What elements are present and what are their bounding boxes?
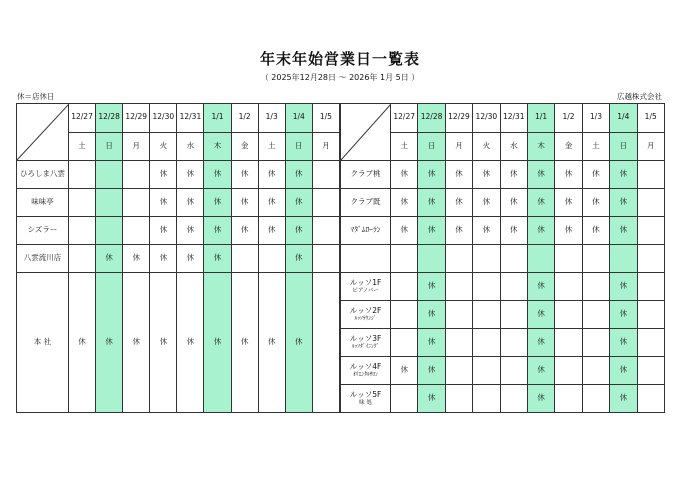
left-schedule-cell: 休 (285, 161, 312, 189)
right-schedule-cell: 休 (527, 273, 554, 301)
right-schedule-cell (582, 329, 609, 357)
right-row-name (341, 329, 391, 357)
right-row-name-sub: ピアノバー (352, 288, 379, 295)
right-row-name-sub: ｵﾘｴﾝﾀﾙｻﾛﾝ (353, 372, 378, 379)
right-schedule-cell (391, 301, 418, 329)
right-table-row (341, 161, 665, 189)
right-schedule-cell (445, 329, 472, 357)
right-schedule-cell: 休 (527, 217, 554, 245)
left-schedule-cell: 休 (231, 161, 258, 189)
left-date-cell: 12/28 (96, 104, 123, 133)
right-schedule-cell: 休 (418, 385, 445, 413)
left-schedule-cell: 休 (150, 217, 177, 245)
left-schedule-cell: 休 (258, 273, 285, 413)
right-row-name-main: ルッソ2F (349, 305, 382, 315)
right-schedule-cell (582, 273, 609, 301)
right-schedule-cell: 休 (555, 217, 582, 245)
right-schedule-cell (582, 301, 609, 329)
left-schedule-cell: 休 (258, 189, 285, 217)
right-schedule-cell (555, 273, 582, 301)
right-schedule-cell: 休 (582, 161, 609, 189)
left-schedule-cell: 休 (231, 217, 258, 245)
left-schedule-cell (312, 245, 339, 273)
left-date-cell: 1/1 (204, 104, 231, 133)
left-date-cell: 1/3 (258, 104, 285, 133)
right-schedule-cell: 休 (445, 189, 472, 217)
right-schedule-cell: 休 (418, 217, 445, 245)
right-schedule-cell (445, 273, 472, 301)
left-schedule-cell (123, 161, 150, 189)
right-row-name-main: クラブ既 (350, 197, 381, 207)
left-schedule-cell (123, 189, 150, 217)
right-row-name-sub: ﾙｯｿﾗｳﾝｼﾞ (354, 316, 377, 323)
right-schedule-cell (555, 245, 582, 273)
right-row-name-main: クラブ桃 (350, 169, 381, 179)
left-schedule-cell (69, 217, 96, 245)
right-schedule-cell: 休 (610, 161, 637, 189)
left-date-cell: 12/30 (150, 104, 177, 133)
right-schedule-cell: 休 (391, 217, 418, 245)
right-corner-diagonal (341, 104, 391, 160)
left-table-row (17, 161, 340, 189)
right-schedule-cell (637, 385, 664, 413)
right-schedule-cell (500, 245, 527, 273)
left-schedule-cell: 休 (204, 161, 231, 189)
right-schedule-cell (391, 273, 418, 301)
right-weekday-cell: 水 (500, 132, 527, 161)
right-weekday-cell: 日 (418, 132, 445, 161)
right-schedule-cell: 休 (500, 217, 527, 245)
right-schedule-cell: 休 (391, 357, 418, 385)
right-date-cell: 1/5 (637, 104, 664, 133)
left-weekday-cell: 土 (258, 132, 285, 161)
right-date-cell: 1/4 (610, 104, 637, 133)
right-schedule-cell: 休 (418, 189, 445, 217)
right-date-cell: 1/3 (582, 104, 609, 133)
right-schedule-cell (555, 385, 582, 413)
right-schedule-cell (445, 385, 472, 413)
left-row-name: 八雲流川店 (17, 245, 69, 273)
right-schedule-cell (473, 385, 500, 413)
right-schedule-cell: 休 (418, 357, 445, 385)
left-schedule-cell: 休 (150, 245, 177, 273)
left-schedule-cell (312, 161, 339, 189)
right-schedule-cell: 休 (473, 217, 500, 245)
left-schedule-cell: 休 (285, 217, 312, 245)
left-table-row (17, 245, 340, 273)
left-row-name: シズラー (17, 217, 69, 245)
left-schedule-cell (96, 189, 123, 217)
right-schedule-cell: 休 (500, 189, 527, 217)
right-table-row (341, 329, 665, 357)
right-schedule-cell (445, 245, 472, 273)
left-corner-diagonal (17, 104, 69, 160)
left-schedule-cell (69, 161, 96, 189)
right-row-name-sub: ﾙｯｿﾀﾞｲﾆﾝｸﾞ (351, 344, 380, 351)
right-schedule-cell: 休 (418, 301, 445, 329)
left-schedule-cell: 休 (150, 189, 177, 217)
right-date-cell: 12/29 (445, 104, 472, 133)
right-schedule-cell: 休 (610, 385, 637, 413)
right-schedule-cell (391, 329, 418, 357)
left-schedule-cell (69, 189, 96, 217)
left-weekday-cell: 水 (177, 132, 204, 161)
right-schedule-cell (582, 357, 609, 385)
left-table-row (17, 217, 340, 245)
right-schedule-cell (582, 385, 609, 413)
right-weekday-cell: 火 (473, 132, 500, 161)
left-schedule-cell: 休 (258, 161, 285, 189)
left-schedule-cell: 休 (123, 273, 150, 413)
left-weekday-cell: 火 (150, 132, 177, 161)
left-weekday-cell: 日 (285, 132, 312, 161)
left-schedule-cell: 休 (96, 273, 123, 413)
right-schedule-cell: 休 (610, 189, 637, 217)
right-row-name-main: ルッソ3F (349, 333, 382, 343)
right-date-cell: 12/30 (473, 104, 500, 133)
right-row-name-main: ルッソ1F (349, 277, 382, 287)
right-weekday-cell: 土 (582, 132, 609, 161)
right-weekday-cell: 日 (610, 132, 637, 161)
right-schedule-cell: 休 (610, 329, 637, 357)
left-row-name: ひろしま八雲 (17, 161, 69, 189)
left-date-cell: 12/29 (123, 104, 150, 133)
right-row-name-main: ルッソ4F (349, 361, 382, 371)
right-schedule-cell (418, 245, 445, 273)
left-schedule-cell: 休 (177, 161, 204, 189)
left-weekday-cell: 月 (123, 132, 150, 161)
right-schedule-cell: 休 (418, 273, 445, 301)
right-schedule-cell: 休 (527, 161, 554, 189)
right-schedule-cell (637, 357, 664, 385)
left-date-row (17, 104, 340, 133)
right-schedule-cell (473, 357, 500, 385)
left-schedule-cell: 休 (177, 189, 204, 217)
left-schedule-cell: 休 (177, 245, 204, 273)
right-date-row (341, 104, 665, 133)
left-weekday-cell: 月 (312, 132, 339, 161)
right-schedule-cell: 休 (555, 161, 582, 189)
right-date-cell: 12/28 (418, 104, 445, 133)
right-schedule-cell: 休 (582, 217, 609, 245)
left-schedule-cell: 休 (285, 245, 312, 273)
right-schedule-cell (391, 385, 418, 413)
right-schedule-cell: 休 (418, 161, 445, 189)
right-table-row (341, 301, 665, 329)
right-weekday-cell: 月 (637, 132, 664, 161)
right-table-row (341, 217, 665, 245)
right-schedule-cell: 休 (527, 385, 554, 413)
left-schedule-cell (123, 217, 150, 245)
left-row-name: 味味亭 (17, 189, 69, 217)
right-schedule-cell (555, 357, 582, 385)
right-date-cell: 12/31 (500, 104, 527, 133)
right-schedule-cell: 休 (610, 217, 637, 245)
right-date-cell: 1/1 (527, 104, 554, 133)
left-schedule-cell: 休 (69, 273, 96, 413)
schedule-table-left (16, 103, 340, 413)
right-schedule-cell (500, 385, 527, 413)
left-weekday-cell: 木 (204, 132, 231, 161)
right-schedule-cell (527, 245, 554, 273)
left-date-cell: 12/31 (177, 104, 204, 133)
right-schedule-cell: 休 (527, 329, 554, 357)
left-schedule-cell: 休 (258, 217, 285, 245)
right-schedule-cell (555, 329, 582, 357)
left-schedule-cell: 休 (204, 273, 231, 413)
right-schedule-cell: 休 (473, 189, 500, 217)
left-schedule-cell: 休 (231, 189, 258, 217)
right-weekday-cell: 月 (445, 132, 472, 161)
right-row-name (341, 385, 391, 413)
right-schedule-cell: 休 (610, 273, 637, 301)
right-schedule-cell (445, 357, 472, 385)
right-schedule-cell (473, 273, 500, 301)
left-schedule-cell: 休 (285, 189, 312, 217)
right-row-name (341, 273, 391, 301)
right-schedule-cell (637, 329, 664, 357)
left-schedule-cell: 休 (231, 273, 258, 413)
left-table-row (17, 189, 340, 217)
right-schedule-cell: 休 (391, 189, 418, 217)
right-schedule-cell (500, 357, 527, 385)
left-schedule-cell: 休 (204, 245, 231, 273)
right-schedule-cell (391, 245, 418, 273)
right-schedule-cell (473, 245, 500, 273)
right-schedule-cell: 休 (527, 357, 554, 385)
right-row-name (341, 357, 391, 385)
left-schedule-cell (69, 245, 96, 273)
left-schedule-cell: 休 (96, 245, 123, 273)
right-schedule-cell (637, 301, 664, 329)
right-schedule-cell (610, 245, 637, 273)
left-schedule-cell (231, 245, 258, 273)
right-schedule-cell (637, 161, 664, 189)
schedule-table-right (340, 103, 665, 413)
right-schedule-cell: 休 (527, 189, 554, 217)
right-schedule-cell (582, 245, 609, 273)
left-weekday-cell: 土 (69, 132, 96, 161)
left-schedule-cell (96, 161, 123, 189)
right-row-name-sub: 味 処 (359, 400, 372, 407)
right-table-row (341, 273, 665, 301)
left-date-cell: 1/4 (285, 104, 312, 133)
right-schedule-cell: 休 (610, 301, 637, 329)
company-name: 広越株式会社 (617, 92, 662, 101)
left-schedule-cell: 休 (285, 273, 312, 413)
right-schedule-cell: 休 (391, 161, 418, 189)
right-row-name (341, 301, 391, 329)
right-row-name-main: ルッソ5F (349, 389, 382, 399)
right-schedule-cell (555, 301, 582, 329)
left-corner-cell (17, 104, 69, 161)
left-schedule-cell (312, 273, 339, 413)
right-table-row (341, 357, 665, 385)
left-schedule-cell: 休 (204, 217, 231, 245)
right-schedule-cell (637, 189, 664, 217)
left-schedule-cell (312, 217, 339, 245)
right-corner-cell (341, 104, 391, 161)
right-schedule-cell (500, 301, 527, 329)
right-row-name (341, 189, 391, 217)
right-row-name (341, 161, 391, 189)
right-row-name (341, 217, 391, 245)
left-date-cell: 12/27 (69, 104, 96, 133)
right-schedule-cell (500, 273, 527, 301)
right-schedule-cell: 休 (473, 161, 500, 189)
right-schedule-cell (473, 301, 500, 329)
left-schedule-cell (96, 217, 123, 245)
right-table-row (341, 245, 665, 273)
left-date-cell: 1/2 (231, 104, 258, 133)
right-weekday-cell: 木 (527, 132, 554, 161)
right-schedule-cell: 休 (527, 301, 554, 329)
right-schedule-cell: 休 (555, 189, 582, 217)
right-schedule-cell (473, 329, 500, 357)
right-schedule-cell (500, 329, 527, 357)
right-row-name-main: ﾏﾀﾞﾑﾛｰﾗﾝ (350, 225, 381, 235)
right-schedule-cell: 休 (582, 189, 609, 217)
right-schedule-cell (637, 245, 664, 273)
left-schedule-cell (312, 189, 339, 217)
right-weekday-cell: 金 (555, 132, 582, 161)
left-schedule-cell (258, 245, 285, 273)
right-date-cell: 1/2 (555, 104, 582, 133)
left-schedule-cell: 休 (123, 245, 150, 273)
left-weekday-cell: 金 (231, 132, 258, 161)
page-title: 年末年始営業日一覧表 (259, 50, 420, 68)
left-date-cell: 1/5 (312, 104, 339, 133)
left-schedule-cell: 休 (177, 273, 204, 413)
right-table-row (341, 385, 665, 413)
legend-label: 休＝店休日 (17, 92, 55, 101)
right-date-cell: 12/27 (391, 104, 418, 133)
right-schedule-cell (445, 301, 472, 329)
right-table-row (341, 189, 665, 217)
left-table-row (17, 273, 340, 413)
left-schedule-cell: 休 (150, 273, 177, 413)
right-weekday-cell: 土 (391, 132, 418, 161)
right-schedule-cell: 休 (500, 161, 527, 189)
left-schedule-cell: 休 (204, 189, 231, 217)
left-schedule-cell: 休 (150, 161, 177, 189)
left-weekday-cell: 日 (96, 132, 123, 161)
left-row-name: 本 社 (17, 273, 69, 413)
right-schedule-cell: 休 (445, 217, 472, 245)
right-schedule-cell: 休 (610, 357, 637, 385)
right-schedule-cell (637, 273, 664, 301)
left-schedule-cell: 休 (177, 217, 204, 245)
right-schedule-cell: 休 (445, 161, 472, 189)
right-row-name (341, 245, 391, 273)
period-label: （ 2025年12月28日 〜 2026年 1月 5日 ） (260, 73, 420, 82)
right-schedule-cell: 休 (418, 329, 445, 357)
right-schedule-cell (637, 217, 664, 245)
